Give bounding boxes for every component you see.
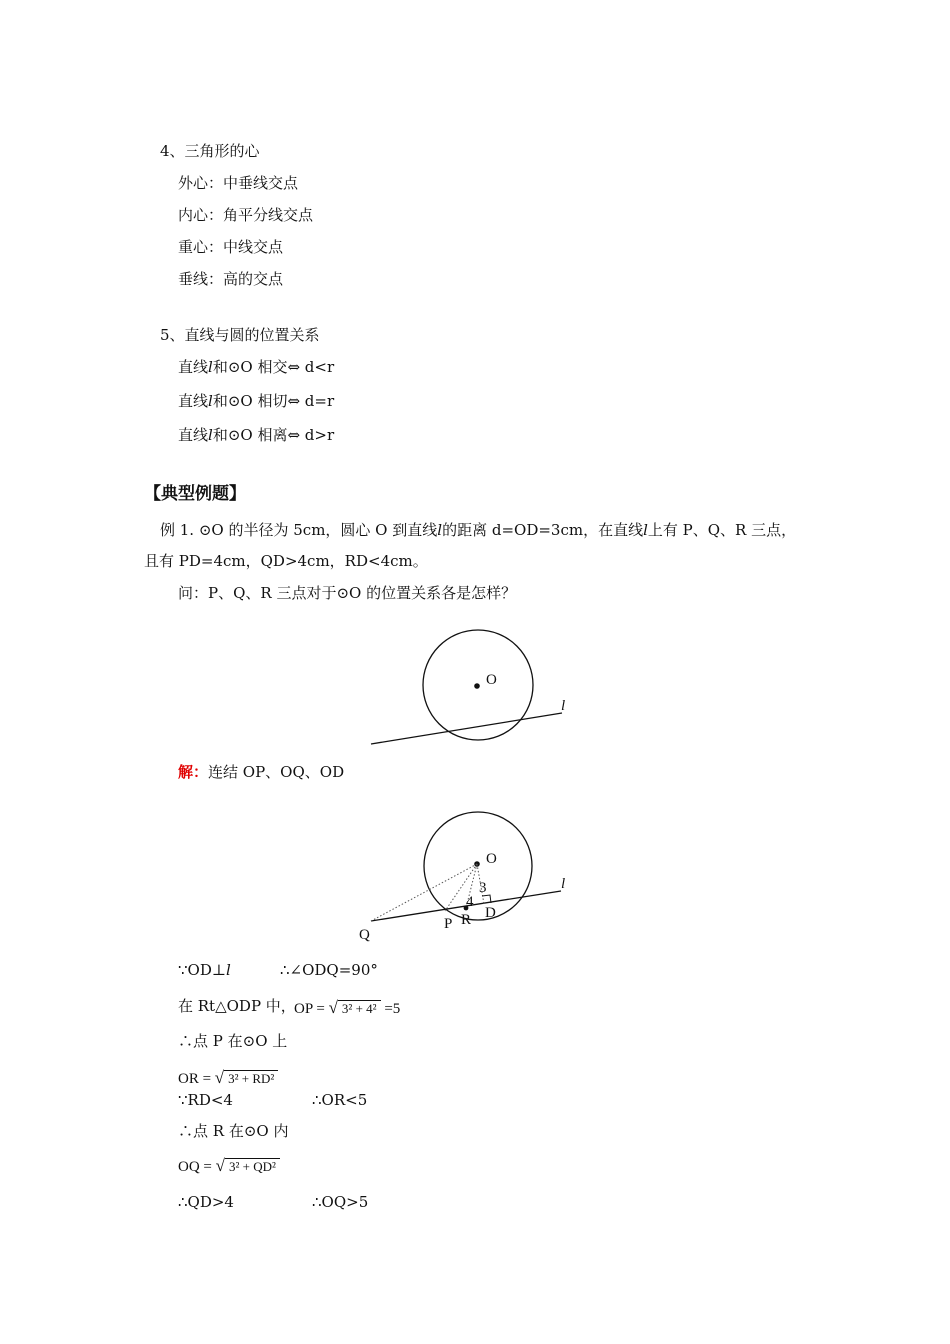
text-segment: 在 Rt△ODP 中，	[178, 997, 296, 1015]
section5-title: 5、直线与圆的位置关系	[160, 326, 320, 344]
formula-op	[294, 998, 400, 1019]
label-q: Q	[359, 927, 370, 943]
formula-lhs: OQ =	[178, 1159, 212, 1175]
formula-lhs: OP =	[294, 1001, 325, 1017]
example1-question: 问：P、Q、R 三点对于⊙O 的位置关系各是怎样？	[178, 584, 517, 602]
step-2	[178, 996, 296, 1016]
step-1	[178, 960, 231, 980]
text-segment: 例 1. ⊙O 的半径为 5cm，圆心 O 到直线	[160, 521, 438, 539]
row-prefix: 直线	[178, 426, 209, 444]
example1-line2: 且有 PD=4cm，QD>4cm，RD<4cm。	[144, 552, 428, 570]
section4-item: 外心：中垂线交点	[178, 174, 299, 192]
row-prefix: 直线	[178, 392, 209, 410]
text-segment: 上有 P、Q、R 三点，	[647, 521, 797, 539]
step-5a: ∵RD<4	[178, 1091, 233, 1109]
label-p: P	[444, 916, 453, 932]
step-6: ∴点 R 在⊙O 内	[178, 1122, 289, 1140]
step-8b: ∴OQ>5	[312, 1193, 369, 1211]
section4-title: 4、三角形的心	[160, 142, 260, 160]
line-variable: l	[208, 392, 213, 410]
solution-text: 连结 OP、OQ、OD	[208, 763, 345, 781]
section4-item: 重心：中线交点	[178, 238, 284, 256]
radicand: 3² + 4²	[338, 1000, 381, 1016]
step-3: ∴点 P 在⊙O 上	[178, 1032, 288, 1050]
label-r: R	[461, 912, 472, 928]
formula-or	[178, 1068, 278, 1089]
text-segment: 的距离 d=OD=3cm，在直线	[442, 521, 644, 539]
formula-oq	[178, 1156, 280, 1177]
formula-lhs: OR =	[178, 1071, 212, 1087]
label-l-2: l	[561, 876, 566, 892]
step-1b: ∴∠ODQ=90°	[280, 961, 378, 979]
solution-label: 解：	[178, 763, 209, 781]
sqrt-symbol: √	[328, 998, 338, 1017]
radicand: 3² + QD²	[225, 1158, 280, 1174]
radicand: 3² + RD²	[224, 1070, 278, 1086]
solution-line	[178, 762, 344, 782]
row-suffix: 和⊙O 相切⇔ d=r	[212, 392, 335, 410]
sqrt-symbol: √	[215, 1156, 225, 1175]
step-5b: ∴OR<5	[312, 1091, 368, 1109]
section4-item: 内心：角平分线交点	[178, 206, 314, 224]
step-8a: ∴QD>4	[178, 1193, 234, 1211]
section4-item: 垂线：高的交点	[178, 270, 284, 288]
center-point	[474, 683, 480, 689]
label-d: D	[485, 905, 496, 921]
formula-rhs: =5	[384, 1001, 401, 1017]
line-variable: l	[643, 521, 648, 539]
text-segment: ∵OD⊥	[178, 961, 226, 979]
label-3: 3	[479, 880, 487, 896]
line-variable: l	[225, 961, 231, 979]
row-suffix: 和⊙O 相离⇔ d>r	[212, 426, 335, 444]
row-suffix: 和⊙O 相交⇔ d<r	[212, 358, 335, 376]
label-o-2: O	[486, 851, 497, 867]
row-prefix: 直线	[178, 358, 209, 376]
label-l: l	[561, 698, 566, 714]
sqrt-symbol: √	[214, 1068, 225, 1087]
line-variable: l	[208, 426, 213, 444]
line-variable: l	[437, 521, 443, 539]
examples-heading: 【典型例题】	[144, 484, 246, 504]
label-4: 4	[466, 894, 474, 910]
line-variable: l	[208, 358, 213, 376]
label-o: O	[486, 672, 497, 688]
